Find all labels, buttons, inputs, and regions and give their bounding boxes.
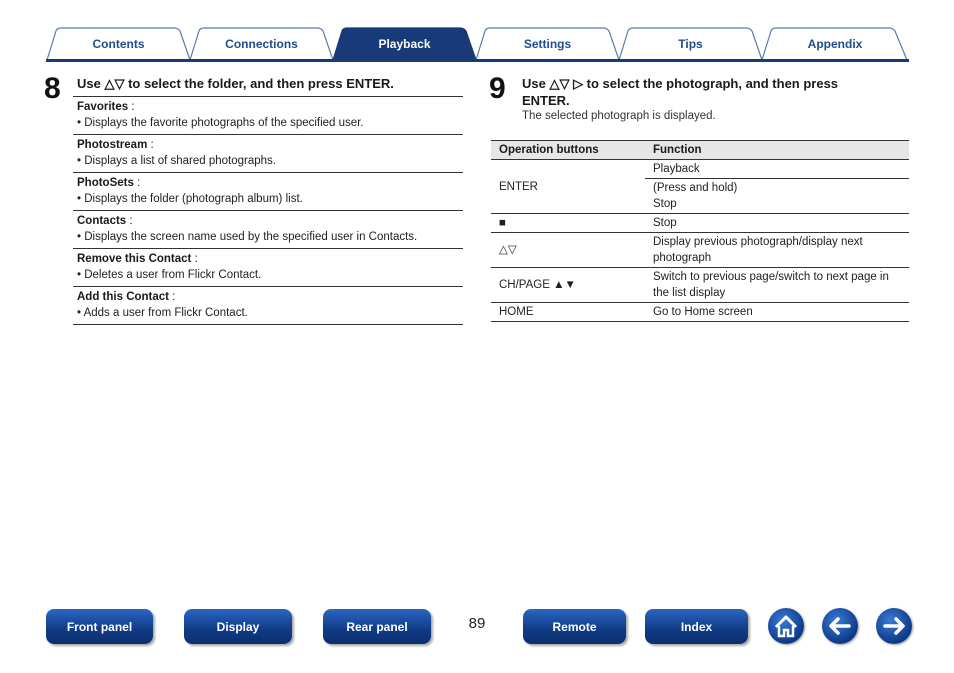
function-cell: Display previous photograph/display next photograph (645, 233, 909, 268)
tab-label: Connections (225, 37, 298, 51)
tab-settings[interactable] (475, 27, 620, 60)
step-9-heading-line1: Use △▽ ▷ to select the photograph, and then press (522, 76, 839, 91)
forward-button[interactable] (876, 608, 912, 644)
option-title: Photostream (77, 139, 148, 151)
option-description: • Deletes a user from Flickr Contact. (77, 269, 262, 281)
display-button[interactable]: Display (184, 609, 292, 644)
option-suffix: : (128, 101, 135, 113)
function-cell: (Press and hold) Stop (645, 179, 909, 214)
table-header-row (491, 141, 909, 160)
tab-contents[interactable] (46, 27, 191, 60)
list-item (73, 134, 463, 172)
tab-underline (46, 59, 909, 62)
option-title: Add this Contact (77, 291, 169, 303)
list-item (73, 96, 463, 134)
option-suffix: : (126, 215, 133, 227)
step-number-8: 8 (44, 72, 61, 105)
remote-button[interactable]: Remote (523, 609, 626, 644)
list-item (73, 172, 463, 210)
list-item (73, 286, 463, 325)
page-number: 89 (468, 615, 486, 632)
button-cell: ENTER (491, 160, 645, 214)
button-cell: HOME (491, 303, 645, 322)
table-row (491, 268, 909, 303)
home-icon (768, 608, 804, 644)
column-header-function: Function (645, 141, 909, 160)
option-description: • Displays the screen name used by the specified user in Contacts. (77, 231, 418, 243)
option-suffix: : (147, 139, 154, 151)
tab-label: Tips (678, 37, 703, 51)
back-arrow-icon (822, 608, 858, 644)
function-cell: Playback (645, 160, 909, 179)
option-suffix: : (191, 253, 198, 265)
step-8-heading: Use △▽ to select the folder, and then press ENTER. (77, 76, 394, 91)
tab-label: Appendix (807, 37, 863, 51)
back-button[interactable] (822, 608, 858, 644)
function-cell: Go to Home screen (645, 303, 909, 322)
tab-playback[interactable] (332, 27, 477, 60)
front-panel-button[interactable]: Front panel (46, 609, 153, 644)
tab-bar (46, 27, 909, 61)
option-description: • Displays the folder (photograph album) list. (77, 193, 303, 205)
option-suffix: : (169, 291, 176, 303)
index-button[interactable]: Index (645, 609, 748, 644)
step-9-subtext: The selected photograph is displayed. (522, 110, 716, 122)
step-number-9: 9 (489, 72, 506, 105)
tab-label: Settings (523, 37, 572, 51)
tab-tips[interactable] (618, 27, 763, 60)
table-row (491, 214, 909, 233)
function-cell: Switch to previous page/switch to next page in the list display (645, 268, 909, 303)
tab-appendix[interactable] (761, 27, 909, 60)
option-title: Contacts (77, 215, 127, 227)
function-cell: Stop (645, 214, 909, 233)
step-9-heading-line2: ENTER. (522, 93, 570, 108)
button-cell: CH/PAGE ▲▼ (491, 268, 645, 303)
list-item (73, 248, 463, 286)
tab-label: Playback (378, 37, 431, 51)
option-title: Remove this Contact (77, 253, 192, 265)
forward-arrow-icon (876, 608, 912, 644)
table-row (491, 233, 909, 268)
list-item (73, 210, 463, 248)
operation-table (491, 140, 909, 322)
option-description: • Displays a list of shared photographs. (77, 155, 276, 167)
table-row (491, 160, 909, 179)
option-description: • Adds a user from Flickr Contact. (77, 307, 248, 319)
button-cell: △▽ (491, 233, 645, 268)
table-row (491, 303, 909, 322)
tab-label: Contents (92, 37, 145, 51)
column-header-buttons: Operation buttons (491, 141, 645, 160)
option-suffix: : (133, 177, 141, 189)
option-title: PhotoSets (77, 177, 134, 189)
home-button[interactable] (768, 608, 804, 644)
tab-connections[interactable] (189, 27, 334, 60)
option-title: Favorites (77, 101, 129, 113)
option-description: • Displays the favorite photographs of the specified user. (77, 117, 364, 129)
button-cell: ■ (491, 214, 645, 233)
rear-panel-button[interactable]: Rear panel (323, 609, 431, 644)
folder-option-list (73, 96, 463, 325)
